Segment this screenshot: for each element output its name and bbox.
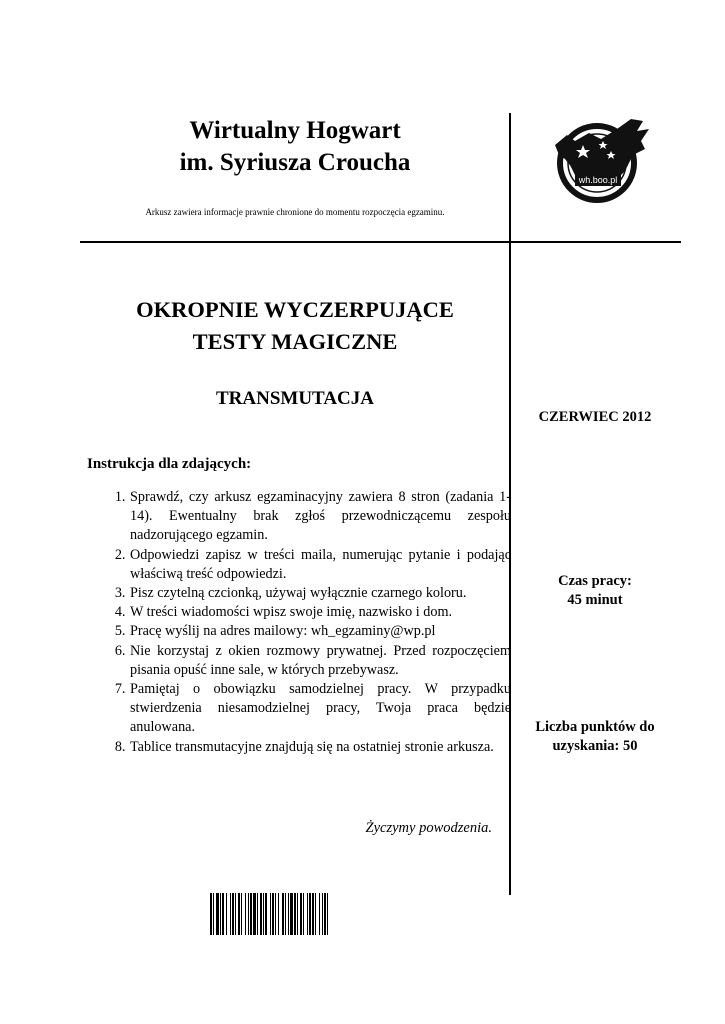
logo-stamp xyxy=(545,115,665,215)
barcode-bar xyxy=(327,893,328,935)
barcode-bar xyxy=(309,893,311,935)
barcode-bar xyxy=(238,893,240,935)
barcode-bar xyxy=(248,893,249,935)
exam-title-line2: TESTY MAGICZNE xyxy=(192,329,398,354)
barcode-bar xyxy=(265,893,267,935)
barcode-bar xyxy=(245,893,246,935)
school-name-line1: Wirtualny Hogwart xyxy=(189,117,401,144)
barcode-bar xyxy=(290,893,293,935)
legal-notice: Arkusz zawiera informacje prawnie chronione do momentu rozpoczęcia egzaminu. xyxy=(145,207,445,217)
barcode-bar xyxy=(303,893,304,935)
exam-subject: TRANSMUTACJA xyxy=(216,388,374,409)
barcode-bar xyxy=(257,893,258,935)
barcode-bar xyxy=(312,893,314,935)
list-item: 3. Pisz czytelną czcionką, używaj wyłącznie czarnego koloru. xyxy=(129,584,511,603)
barcode-bar xyxy=(226,893,227,935)
barcode-bar xyxy=(235,893,236,935)
barcode-bar xyxy=(213,893,214,935)
list-item: 2. Odpowiedzi zapisz w treści maila, numerując pytanie i podając właściwą treść odpowiedzi. xyxy=(129,546,511,584)
instructions-list xyxy=(108,488,511,757)
list-item: 7. Pamiętaj o obowiązku samodzielnej pracy. W przypadku stwierdzenia niesamodzielnej pracy, Twoja praca będzie anulowana. xyxy=(129,680,511,738)
time-label: Czas pracy: xyxy=(558,573,632,589)
barcode-bar xyxy=(210,893,212,935)
closing-wish: Życzymy powodzenia. xyxy=(365,820,492,836)
barcode-bar xyxy=(263,893,264,935)
barcode-bar xyxy=(260,893,262,935)
barcode-bar xyxy=(275,893,276,935)
barcode-bar xyxy=(230,893,231,935)
barcode xyxy=(210,893,408,935)
exam-title-line1: OKROPNIE WYCZERPUJĄCE xyxy=(136,297,454,322)
barcode-bar xyxy=(250,893,252,935)
barcode-bar xyxy=(288,893,289,935)
barcode-bar xyxy=(241,893,242,935)
barcode-bar xyxy=(270,893,271,935)
points-label: Liczba punktów do xyxy=(535,719,655,735)
exam-date: CZERWIEC 2012 xyxy=(538,409,652,425)
barcode-bar xyxy=(322,893,323,935)
list-item: 1. Sprawdź, czy arkusz egzaminacyjny zawiera 8 stron (zadania 1- 14). Ewentualny brak zgłoś przewodniczącemu zespołu nadzorującego egzamin. xyxy=(129,488,511,546)
barcode-bar xyxy=(253,893,256,935)
list-item: 5. Pracę wyślij na adres mailowy: wh_egzaminy@wp.pl xyxy=(129,622,511,641)
barcode-bar xyxy=(285,893,286,935)
header-divider xyxy=(80,241,681,243)
list-item: 4. W treści wiadomości wpisz swoje imię, nazwisko i dom. xyxy=(129,603,511,622)
list-item: 8. Tablice transmutacyjne znajdują się na ostatniej stronie arkusza. xyxy=(129,738,511,757)
barcode-bar xyxy=(297,893,298,935)
barcode-bar xyxy=(278,893,279,935)
barcode-bar xyxy=(324,893,326,935)
list-item: 6. Nie korzystaj z okien rozmowy prywatnej. Przed rozpoczęciem pisania opuść inne sale, w których przebywasz. xyxy=(129,642,511,680)
barcode-bar xyxy=(300,893,302,935)
barcode-bar xyxy=(315,893,316,935)
barcode-bar xyxy=(220,893,221,935)
points-value: uzyskania: 50 xyxy=(552,738,638,754)
barcode-bar xyxy=(216,893,219,935)
barcode-bar xyxy=(319,893,320,935)
barcode-bar xyxy=(222,893,224,935)
instructions-heading: Instrukcja dla zdających: xyxy=(87,456,252,472)
school-name-line2: im. Syriusza Croucha xyxy=(179,149,411,176)
barcode-bar xyxy=(272,893,274,935)
barcode-bar xyxy=(294,893,296,935)
time-value: 45 minut xyxy=(567,592,623,608)
barcode-bar xyxy=(307,893,308,935)
logo-text: wh.boo.pl xyxy=(578,175,618,185)
barcode-bar xyxy=(232,893,234,935)
barcode-bar xyxy=(282,893,284,935)
